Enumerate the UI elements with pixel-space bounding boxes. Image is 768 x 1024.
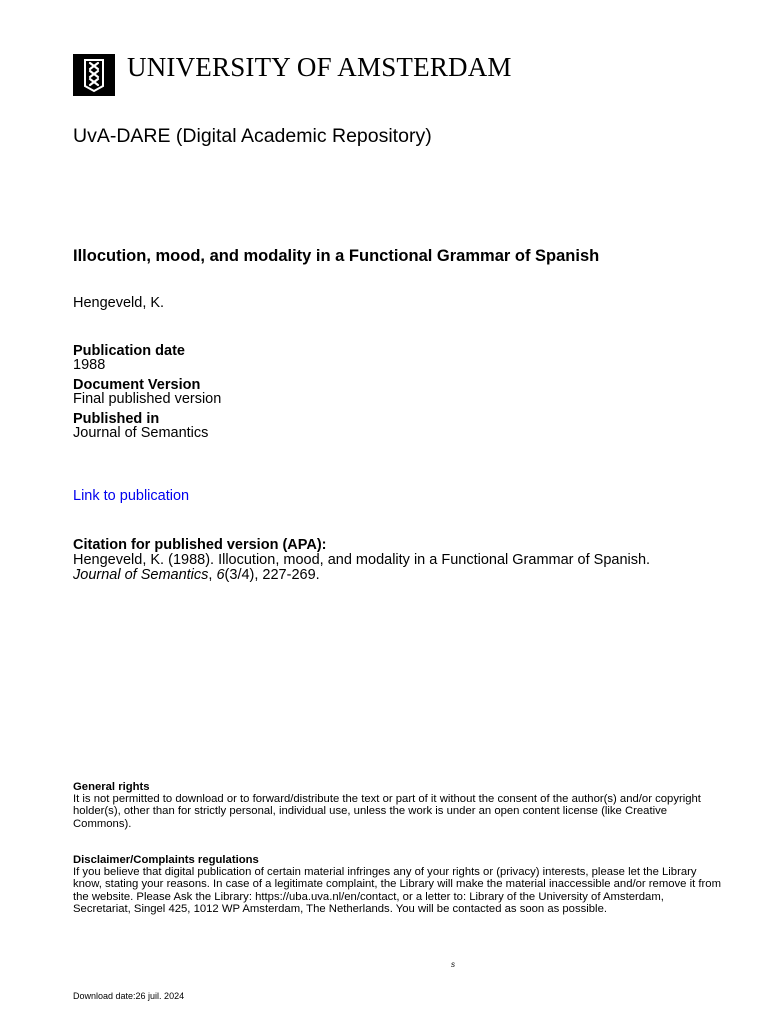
author: Hengeveld, K.	[73, 295, 165, 311]
university-logo	[73, 54, 115, 96]
xxx-shield-icon	[73, 54, 115, 96]
document-version: Final published version	[73, 391, 222, 407]
published-in-label: Published in	[73, 411, 160, 427]
disclaimer-label: Disclaimer/Complaints regulations	[73, 854, 259, 866]
citation-line1: Hengeveld, K. (1988). Illocution, mood, and modality in a Functional Grammar of Spanish.	[73, 552, 651, 568]
university-name: UNIVERSITY OF AMSTERDAM	[127, 52, 512, 82]
disclaimer-text: If you believe that digital publication of certain material infringes any of your rights or (privacy) interests, please let the Library know, stating your reasons. In case of a legitimate complaint, the Library will make the material inaccessible and/or remove it from the website. Please Ask the Library: https://uba.uva.nl/en/contact, or a letter to: Library of the University of Amsterdam, Secretariat, Singel 425, 1012 WP Amsterdam, The Netherlands. You will be contacted as soon as possible.	[73, 866, 721, 915]
publication-date-label: Publication date	[73, 343, 185, 359]
citation-journal: Journal of Semantics	[73, 567, 209, 583]
general-rights-text: It is not permitted to download or to forward/distribute the text or part of it without the consent of the author(s) and/or copyright holder(s), other than for strictly personal, individual use, unless the work is under an open content license (like Creative Commons).	[73, 793, 701, 830]
citation-label: Citation for published version (APA):	[73, 537, 327, 553]
publication-link[interactable]: Link to publication	[73, 488, 190, 504]
paper-title: Illocution, mood, and modality in a Functional Grammar of Spanish	[73, 247, 600, 265]
general-rights-label: General rights	[73, 781, 150, 793]
download-date: Download date:26 juil. 2024	[73, 991, 185, 1001]
published-in: Journal of Semantics	[73, 425, 209, 441]
citation-rest: (3/4), 227-269.	[224, 567, 320, 583]
citation-line2	[73, 568, 650, 583]
citation-block	[73, 538, 650, 583]
disclaimer	[73, 854, 723, 915]
repository-title: UvA-DARE (Digital Academic Repository)	[73, 125, 432, 147]
metadata-block	[73, 344, 221, 440]
citation-sep: ,	[208, 567, 217, 583]
citation-volume: 6	[216, 567, 225, 583]
general-rights	[73, 781, 723, 830]
footer-mark: s	[451, 960, 455, 969]
publication-date: 1988	[73, 357, 106, 373]
document-version-label: Document Version	[73, 377, 201, 393]
